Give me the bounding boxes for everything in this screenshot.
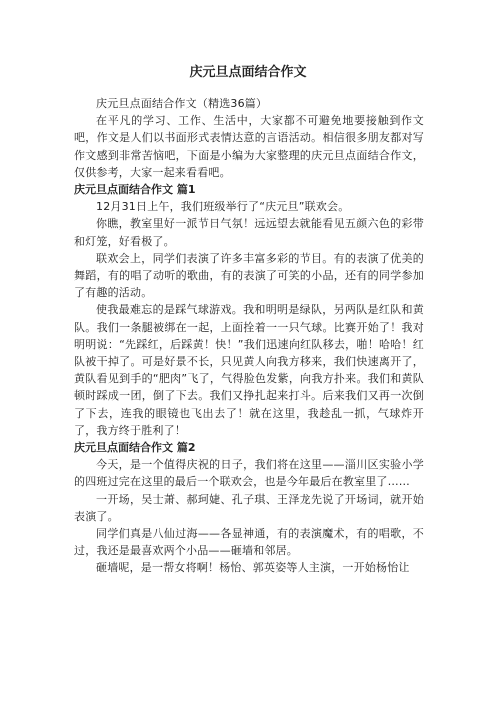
paragraph: 同学们真是八仙过海——各显神通，有的表演魔术，有的唱歌，不过，我还是最喜欢两个小品——砸墙和邻居。 — [74, 527, 424, 558]
paragraph: 在平凡的学习、工作、生活中，大家都不可避免地要接触到作文吧，作文是人们以书面形式表情达意的言语活动。相信很多朋友都对写作文感到非常苦恼吧，下面是小编为大家整理的庆元旦点面结合作文，仅供参考，大家一起来看看吧。 — [74, 114, 424, 179]
paragraph: 今天，是一个值得庆祝的日子，我们将在这里——淄川区实验小学的四班过完在这里的最后一个联欢会，也是今年最后在教室里了…… — [74, 458, 424, 489]
section-heading: 庆元旦点面结合作文 篇1 — [74, 183, 196, 197]
paragraph: 12月31日上午，我们班级举行了“庆元旦”联欢会。 — [96, 200, 350, 214]
paragraph: 砸墙呢，是一帮女将啊！杨怡、郭英姿等人主演，一开始杨怡让 — [96, 561, 410, 575]
paragraph: 庆元旦点面结合作文（精选36篇） — [96, 97, 268, 110]
paragraph: 使我最难忘的是踩气球游戏。我和明明是绿队，另两队是红队和黄队。我们一条腿被绑在一起，上面拴着一一只气球。比赛开始了！我对明明说：“先踩红，后踩黄！快！”我们迅速向红队移去，啪！哈哈！红队被干掉了。可是好景不长，只见黄人向我方移来，我们快速离开了，黄队看见到手的“肥肉”飞了，气得脸色发紫，向我方扑来。我们和黄队顿时踩成一团，倒了下去。我们又挣扎起来打斗。后来我们又再一次倒了下去，连我的眼镜也飞出去了！就在这里，我趁乱一抓，气球炸开了，我方终于胜利了！ — [74, 303, 424, 437]
paragraph: 一开场，吴士萧、郝珂婕、孔子琪、王泽龙先说了开场词，就开始表演了。 — [74, 492, 424, 523]
paragraph: 联欢会上，同学们表演了许多丰富多彩的节目。有的表演了优美的舞蹈，有的唱了动听的歌曲，有的表演了可笑的小品，还有的同学参加了有趣的活动。 — [74, 251, 424, 300]
document-title: 庆元旦点面结合作文 — [189, 65, 307, 80]
section-heading: 庆元旦点面结合作文 篇2 — [74, 441, 196, 455]
paragraph: 你瞧，教室里好一派节日气氛！远远望去就能看见五颜六色的彩带和灯笼，好看极了。 — [74, 217, 424, 248]
document-body — [74, 95, 424, 577]
